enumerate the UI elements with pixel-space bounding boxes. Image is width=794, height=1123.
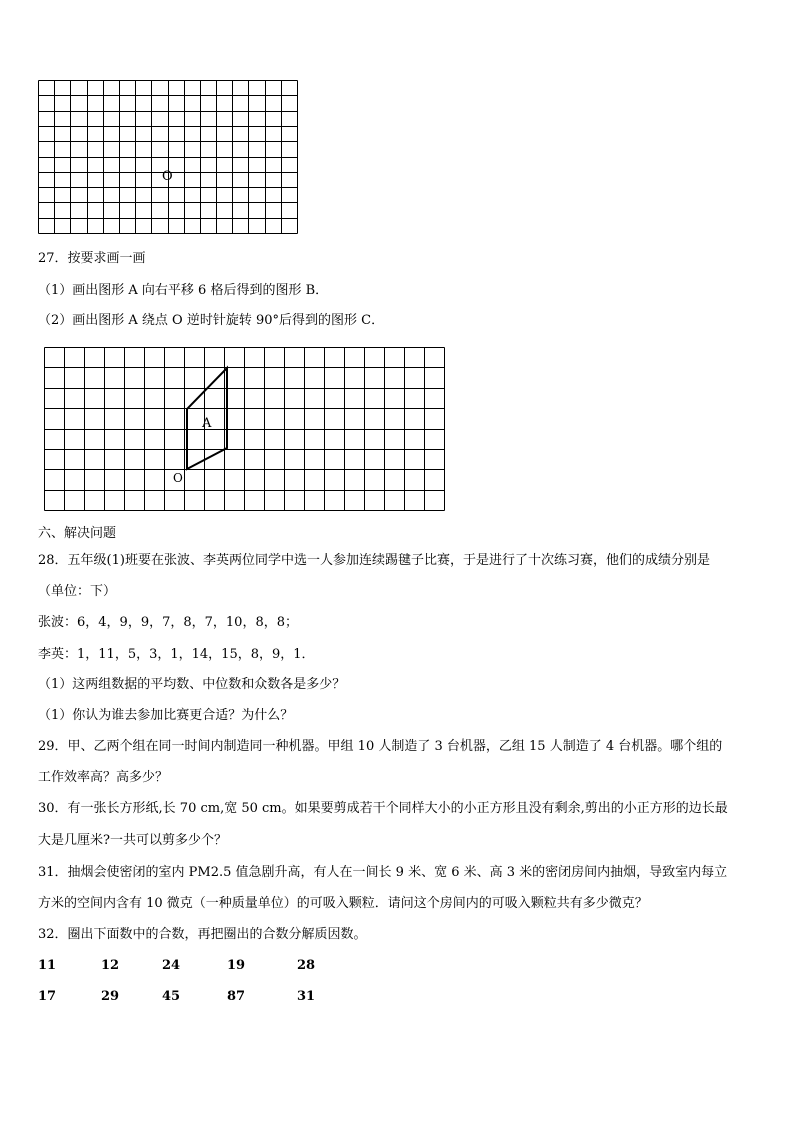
q28-liying: 李英：1，11，5，3，1，14，15，8，9，1． xyxy=(38,647,315,662)
q31-line1: 31．抽烟会使密闭的室内 PM2.5 值急剧升高，有人在一间长 9 米、宽 6 米、高 3 米的密闭房间内抽烟，导致室内每立 xyxy=(38,865,728,880)
q29-line2: 工作效率高？高多少？ xyxy=(38,770,169,785)
q32-line1: 32．圈出下面数中的合数，再把圈出的合数分解质因数。 xyxy=(38,927,367,942)
q28-zhangbo: 张波：6，4，9，9，7，8，7，10，8，8； xyxy=(38,615,298,630)
number-item: 24 xyxy=(162,958,181,973)
q27-title: 27．按要求画一画 xyxy=(38,251,146,266)
number-item: 12 xyxy=(101,958,120,973)
number-item: 29 xyxy=(101,989,120,1004)
q29-line1: 29．甲、乙两个组在同一时间内制造同一种机器。甲组 10 人制造了 3 台机器，乙组 15 人制造了 4 台机器。哪个组的 xyxy=(38,739,723,754)
q30-line2: 大是几厘米?一共可以剪多少个？ xyxy=(38,833,227,848)
number-item: 45 xyxy=(162,989,181,1004)
q28-sub2: （1）你认为谁去参加比赛更合适？为什么？ xyxy=(38,708,294,723)
q28-line1: 28．五年级(1)班要在张波、李英两位同学中选一人参加连续踢毽子比赛，于是进行了十次练习赛，他们的成绩分别是 xyxy=(38,553,710,568)
grid-1-lines xyxy=(39,81,298,234)
number-item: 31 xyxy=(297,989,316,1004)
grid-1-point-label: O xyxy=(162,169,173,184)
number-item: 28 xyxy=(297,958,316,973)
number-item: 19 xyxy=(227,958,246,973)
shape-a-label: A xyxy=(202,416,212,431)
grid-2-lines xyxy=(45,348,445,511)
q28-line2: （单位：下） xyxy=(38,584,117,599)
section-6-title: 六、解决问题 xyxy=(38,526,117,541)
number-item: 17 xyxy=(38,989,57,1004)
q30-line1: 30．有一张长方形纸,长 70 cm,宽 50 cm。如果要剪成若干个同样大小的小正方形且没有剩余,剪出的小正方形的边长最 xyxy=(38,801,728,816)
grid-2 xyxy=(44,347,446,513)
number-item: 87 xyxy=(227,989,246,1004)
q28-sub1: （1）这两组数据的平均数、中位数和众数各是多少？ xyxy=(38,677,346,692)
number-item: 11 xyxy=(38,958,57,973)
q31-line2: 方米的空间内含有 10 微克（一种质量单位）的可吸入颗粒．请问这个房间内的可吸入颗粒共有多少微克？ xyxy=(38,896,648,911)
grid-2-point-label: O xyxy=(173,471,183,485)
grid-1 xyxy=(38,80,300,236)
q27-sub2: （2）画出图形 A 绕点 O 逆时针旋转 90°后得到的图形 C． xyxy=(38,313,385,328)
q27-sub1: （1）画出图形 A 向右平移 6 格后得到的图形 B． xyxy=(38,283,329,298)
